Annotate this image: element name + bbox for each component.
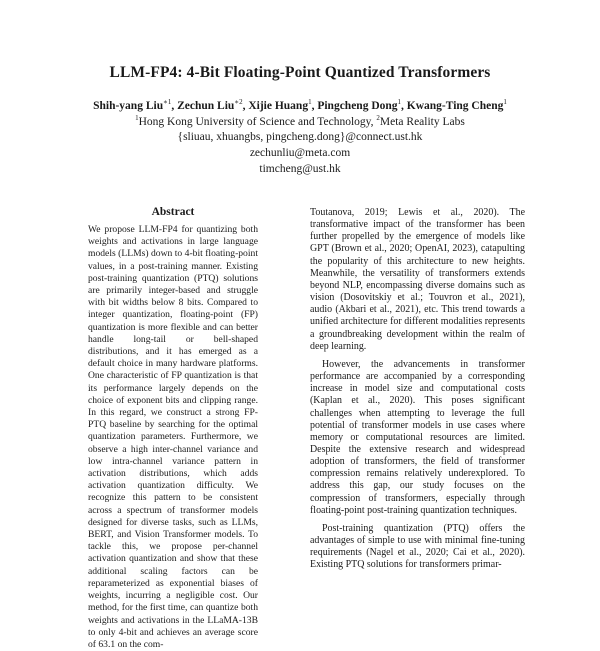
author-name: Xijie Huang	[248, 100, 309, 112]
abstract-body: We propose LLM-FP4 for quantizing both weights and activations in large language models (LLMs) down to 4-bit floating-point values, in a post-training manner. Existing post-training quantization (PTQ) solutions are primarily integer-based and struggle with bit widths below 8 bits. Compared to integer quantization, floating-point (FP) quantization is more flexible and can better handle long-tail or bell-shaped distributions, and it has emerged as a default choice in many hardware platforms. One characteristic of FP quantization is that its performance largely depends on the choice of exponent bits and clipping range. In this regard, we construct a strong FP-PTQ baseline by searching for the optimal quantization parameters. Furthermore, we observe a high inter-channel variance and low intra-channel variance pattern in activation distributions, which adds activation quantization difficulty. We recognize this pattern to be consistent across a spectrum of transformer models designed for diverse tasks, such as LLMs, BERT, and Vision Transformer models. To tackle this, we propose per-channel activation quantization and show that these additional scaling factors can be reparameterized as exponential biases of weights, incurring a negligible cost. Our method, for the first time, can quantize both weights and activations in the LLaMA-13B to only 4-bit and achieves an average score of 63.1 on the com-	[88, 224, 258, 650]
affiliation-name: Meta Reality Labs	[379, 116, 465, 128]
author-name: Zechun Liu	[177, 100, 235, 112]
author-separator: ,	[242, 100, 249, 112]
author-separator: ,	[171, 100, 178, 112]
author-mark: ∗2	[234, 98, 243, 107]
affiliation-name: Hong Kong University of Science and Technology,	[138, 116, 377, 128]
author-name: Pingcheng Dong	[317, 100, 398, 112]
affiliation-mark: 1	[135, 114, 139, 123]
affiliation-line	[0, 114, 600, 130]
author-mark: 1	[503, 98, 507, 107]
email-line: zechunliu@meta.com	[249, 147, 351, 159]
intro-paragraph: However, the advancements in transformer performance are accompanied by a corresponding increase in model size and computational costs (Kaplan et al., 2020). This poses significant challenges when attempting to leverage the full potential of transformer models in use cases where memory or computational resources are limited. Despite the extensive research and widespread adoption of transformers, the field of transformer compression remains relatively underexplored. To address this gap, our study focuses on the compression of transformers, especially through floating-point post-training quantization techniques.	[310, 358, 525, 516]
abstract-heading: Abstract	[151, 206, 195, 218]
author-mark: 1	[397, 98, 402, 107]
author-name: Shih-yang Liu	[93, 100, 164, 112]
intro-paragraph: Toutanova, 2019; Lewis et al., 2020). The transformative impact of the transformer has been further propelled by the emergence of models like GPT (Brown et al., 2020; OpenAI, 2023), catapulting the popularity of this architecture to new heights. Meanwhile, the versatility of transformers extends beyond NLP, encompassing diverse domains such as vision (Dosovitskiy et al.; Touvron et al., 2021), audio (Akbari et al., 2021), etc. This trend towards a unified architecture for different modalities represents a groundbreaking development within the realm of deep learning.	[310, 207, 525, 352]
author-separator: ,	[311, 100, 318, 112]
email-line: timcheng@ust.hk	[259, 163, 341, 175]
author-list	[0, 100, 600, 112]
author-mark: 1	[308, 98, 312, 107]
paper-title: LLM-FP4: 4-Bit Floating-Point Quantized Transformers	[109, 64, 491, 81]
author-name: Kwang-Ting Cheng	[406, 100, 504, 112]
affiliation-mark: 2	[376, 114, 380, 123]
intro-column	[310, 207, 525, 572]
author-mark: ∗1	[163, 98, 172, 107]
email-line: {sliuau, xhuangbs, pingcheng.dong}@connect.ust.hk	[177, 131, 423, 143]
intro-paragraph: Post-training quantization (PTQ) offers the advantages of simple to use with minimal fine-tuning requirements (Nagel et al., 2020; Cai et al., 2020). Existing PTQ solutions for transformers primar-	[310, 522, 525, 571]
author-separator: ,	[401, 100, 407, 112]
